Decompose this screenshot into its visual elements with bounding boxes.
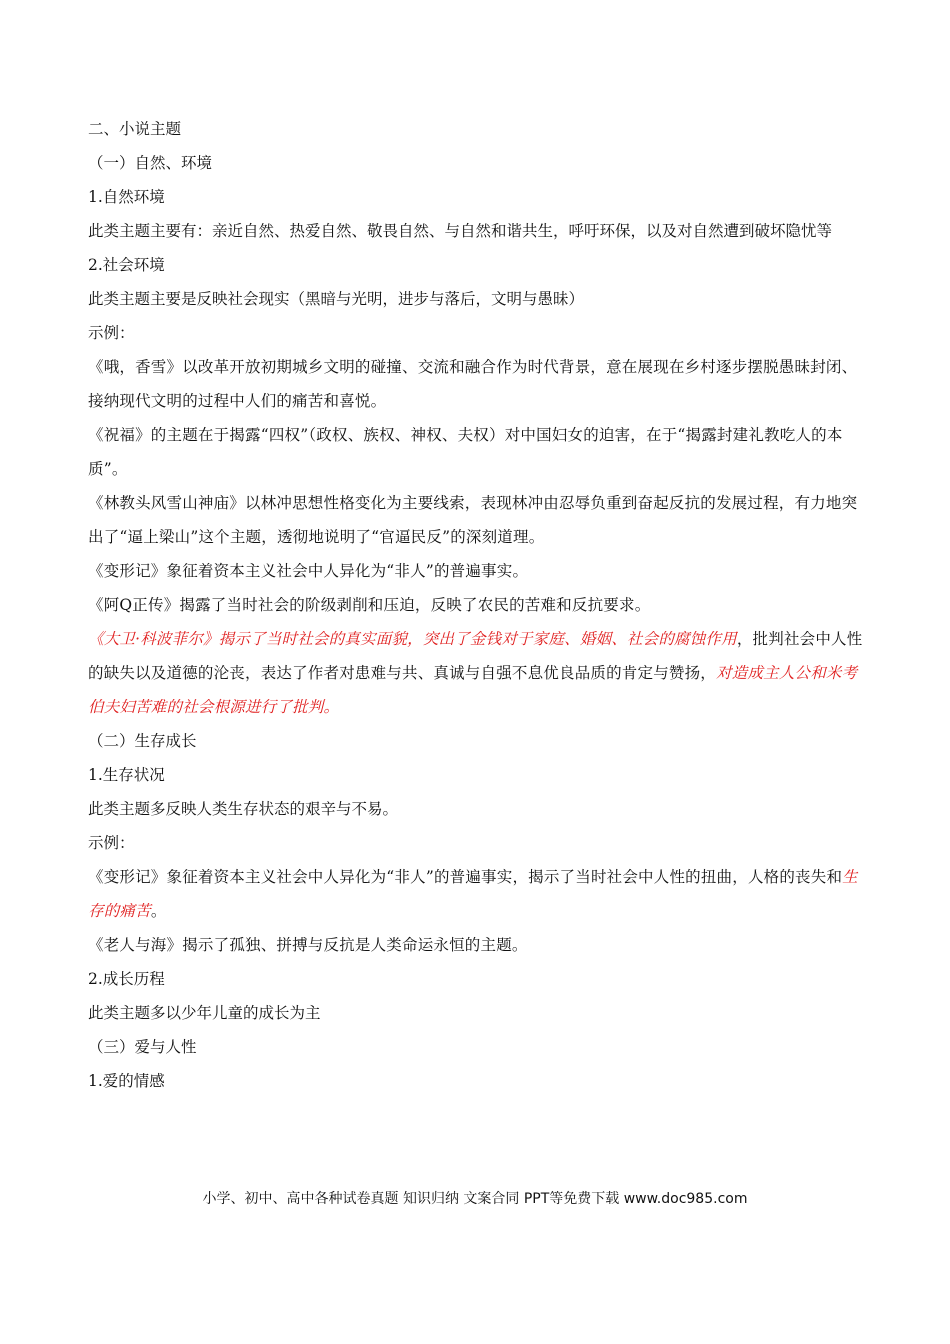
example-paragraph-metamorphosis: [88, 860, 868, 928]
section-heading: 二、小说主题: [88, 120, 182, 138]
highlight-text: 揭示了当时社会的真实面貌，突出了金钱对于家庭、婚姻、社会的腐蚀作用: [218, 630, 737, 648]
paragraph: 此类主题主要有：亲近自然、热爱自然、敬畏自然、与自然和谐共生，呼吁环保，以及对自然遭到破坏隐忧等: [88, 222, 833, 240]
document-body: [88, 112, 868, 1098]
david-title: 《大卫·科波菲尔》: [88, 630, 219, 648]
highlight-text: 生存的痛苦: [88, 868, 858, 920]
item-heading: 1.自然环境: [88, 188, 165, 206]
subsection-heading: （三）爱与人性: [88, 1038, 197, 1056]
item-heading: 1.生存状况: [88, 766, 165, 784]
paragraph: 此类主题主要是反映社会现实（黑暗与光明，进步与落后，文明与愚昧）: [88, 290, 585, 308]
item-heading: 1.爱的情感: [88, 1072, 165, 1090]
example-paragraph: 《林教头风雪山神庙》以林冲思想性格变化为主要线索，表现林冲由忍辱负重到奋起反抗的发展过程，有力地突出了“逼上梁山”这个主题，透彻地说明了“官逼民反”的深刻道理。: [88, 494, 858, 546]
example-paragraph: 《祝福》的主题在于揭露“四权”（政权、族权、神权、夫权）对中国妇女的迫害，在于“揭露封建礼教吃人的本质”。: [88, 426, 843, 478]
example-paragraph-david: [88, 622, 868, 724]
item-heading: 2.社会环境: [88, 256, 165, 274]
plain-text: 。: [150, 902, 167, 920]
highlight-text: 对造成主人公和米考伯夫妇苦难的社会根源进行了批判。: [88, 664, 858, 716]
example-label: 示例：: [88, 834, 135, 852]
subsection-heading: （二）生存成长: [88, 732, 197, 750]
plain-text: 《变形记》象征着资本主义社会中人异化为“非人”的普遍事实，揭示了当时社会中人性的扭曲，人格的丧失和: [88, 868, 843, 886]
subsection-heading: （一）自然、环境: [88, 154, 213, 172]
example-paragraph: 《老人与海》揭示了孤独、拼搏与反抗是人类命运永恒的主题。: [88, 936, 528, 954]
example-paragraph: 《阿Q正传》揭露了当时社会的阶级剥削和压迫，反映了农民的苦难和反抗要求。: [88, 596, 651, 614]
paragraph: 此类主题多以少年儿童的成长为主: [88, 1004, 321, 1022]
item-heading: 2.成长历程: [88, 970, 165, 988]
paragraph: 此类主题多反映人类生存状态的艰辛与不易。: [88, 800, 399, 818]
example-paragraph: 《变形记》象征着资本主义社会中人异化为“非人”的普遍事实。: [88, 562, 529, 580]
plain-text: ，批判社会中人性的缺失以及道德的沦丧，表达了作者对患难与共、真诚与自强不息优良品质的肯定与赞扬，: [88, 630, 863, 682]
example-label: 示例：: [88, 324, 135, 342]
page-footer: 小学、初中、高中各种试卷真题 知识归纳 文案合同 PPT等免费下载 www.doc985.com: [202, 1191, 748, 1207]
example-paragraph: 《哦，香雪》以改革开放初期城乡文明的碰撞、交流和融合作为时代背景，意在展现在乡村逐步摆脱愚昧封闭、接纳现代文明的过程中人们的痛苦和喜悦。: [88, 358, 858, 410]
